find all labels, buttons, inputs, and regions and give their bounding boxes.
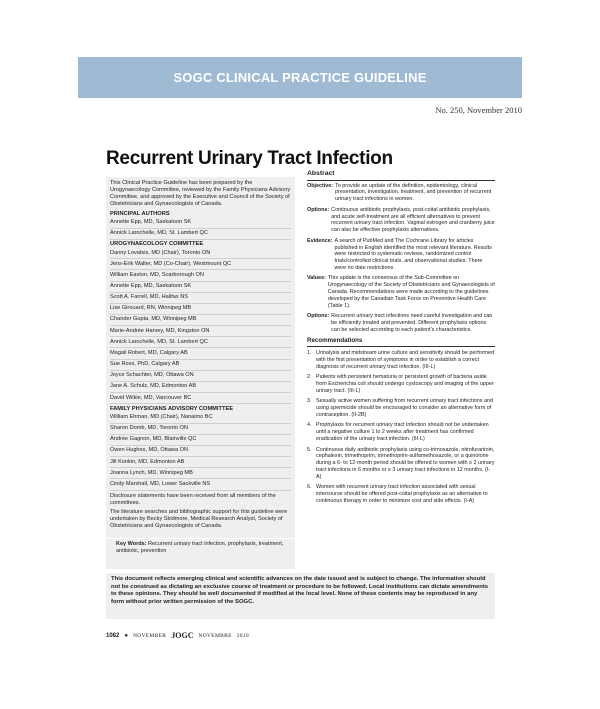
committee-member: Danny Lovatsis, MD (Chair), Toronto ON [110, 250, 291, 260]
page-number: 1082 [106, 632, 120, 639]
footer-bullet: ● [124, 632, 128, 639]
abstract-item [307, 183, 495, 204]
intro-text: This Clinical Practice Guideline has been prepared by the Urogynaecology Committee, reviewed by the Family Physicians Advisory Committee, and approved by the Executive and Council of the Society of Obstetricians and Gynaecologists of Canada. [110, 180, 291, 208]
abstract-text: Continuous antibiotic prophylaxis, post-coital antibiotic prophylaxis, and acute self-treatment are all efficient alternatives to prevent recurrent urinary tract infection. Vaginal estrogen and cranberry juice can also be effective prophylaxis alternatives. [331, 206, 495, 234]
footer-month-en: NOVEMBER [132, 632, 167, 639]
recommendation-number: 5. [307, 446, 312, 453]
recommendation-number: 1. [307, 350, 312, 357]
page-footer [106, 631, 249, 640]
committee-member: Jane A. Schulz, MD, Edmonton AB [110, 383, 291, 393]
advisory-member: Owen Hughes, MD, Ottawa ON [110, 447, 291, 457]
recommendation-item [307, 422, 495, 443]
advisory-member: Sharon Domb, MD, Toronto ON [110, 425, 291, 435]
footer-month-fr: NOVEMBRE [198, 632, 232, 639]
urogynaecology-committee-heading: UROGYNAECOLOGY COMMITTEE [110, 241, 204, 248]
abstract-label: Values: [307, 275, 326, 282]
committee-member: Jens-Erik Walter, MD (Co-Chair), Westmount QC [110, 261, 291, 271]
committee-member: Lise Girouard, RN, Winnipeg MB [110, 305, 291, 315]
committee-member: Chander Gupta, MD, Winnipeg MB [110, 316, 291, 326]
key-words-label: Key Words: [116, 541, 147, 547]
abstract-text: Recurrent urinary tract infections need careful investigation and can be efficiently treated and prevented. Different prophylaxis options can be selected according to each patient's characteristics. [331, 313, 493, 333]
footer-year: 2010 [236, 632, 249, 639]
recommendation-text: Women with recurrent urinary tract infection associated with sexual intercourse should be offered post-coital prophylaxis as an alternative to continuous therapy in order to minimize cost and side effects. (I-A) [316, 484, 488, 505]
principal-authors-heading: PRINCIPAL AUTHORS [110, 210, 170, 217]
abstract-item [307, 207, 495, 234]
advisory-member: Joanna Lynch, MD, Winnipeg MB [110, 470, 291, 480]
recommendation-item [307, 350, 495, 371]
abstract-column [307, 170, 495, 562]
disclosure-statement: Disclosure statements have been received from all members of the committees. [110, 492, 276, 506]
recommendation-text: Patients with persistent hematuria or persistent growth of bacteria aside from Escherichia coli should undergo cystoscopy and imaging of the upper urinary tract. (III-L) [316, 374, 494, 394]
key-words-text: Recurrent urinary tract infection, prophylaxis, treatment, antibiotic, prevention [116, 541, 284, 555]
literature-statement: The literature searches and bibliographic support for this guideline were undertaken by Becky Skidmore, Medical Research Analyst, Society of Obstetricians and Gynaecologists of Canada. [110, 508, 288, 530]
abstract-text: A search of PubMed and The Cochrane Library for articles published in English identified the most relevant literature. Results were restricted to systematic reviews, randomized control trials/controlled clinical trials, and observational studies. There were no date restrictions. [334, 237, 492, 272]
recommendation-number: 3. [307, 398, 312, 405]
abstract-label: Options: [307, 313, 330, 320]
committee-member: Scott A. Farrell, MD, Halifax NS [110, 294, 291, 304]
abstract-label: Options: [307, 206, 330, 213]
committee-member: Marie-Andrée Harvey, MD, Kingston ON [110, 328, 291, 338]
committee-member: Joyce Schachter, MD, Ottawa ON [110, 372, 291, 382]
abstract-label: Objective: [307, 182, 334, 189]
recommendation-text: Continuous daily antibiotic prophylaxis using co-trimoxazole, nitrofurantoin, cephalexin, trimethoprim, trimethoprim-sulfamethoxazole, or a quinolone during a 6- to 12-month period should be offered to women with ≥ 2 urinary tract infections in 6 months or ≥ 3 urinary tract infections in 12 months. (I-A) [316, 446, 495, 480]
recommendation-text: Sexually active women suffering from recurrent urinary tract infections and using spermicide should be encouraged to consider an alternative form of contraception. (II-2B) [316, 398, 493, 419]
recommendation-number: 4. [307, 422, 312, 429]
committee-member: Magali Robert, MD, Calgary AB [110, 350, 291, 360]
banner-text: SOGC CLINICAL PRACTICE GUIDELINE [173, 70, 427, 85]
committee-member: William Easton, MD, Scarborough ON [110, 272, 291, 282]
abstract-label: Evidence: [307, 237, 333, 244]
recommendation-item [307, 447, 495, 481]
recommendation-text: Urinalysis and midstream urine culture and sensitivity should be performed with the first presentation of symptoms in order to establish a correct diagnosis of recurrent urinary tract infection. (III-L) [316, 350, 494, 370]
advisory-member: Andrée Gagnon, MD, Blainville QC [110, 436, 291, 446]
recommendation-text: Prophylaxis for recurrent urinary tract infection should not be undertaken until a negative culture 1 to 2 weeks after treatment has confirmed eradication of the urinary tract infection. (III-L) [316, 422, 489, 443]
advisory-member: William Ehman, MD (Chair), Nanaimo BC [110, 414, 291, 424]
recommendation-number: 2. [307, 374, 312, 381]
advisory-member: Jill Konkin, MD, Edmonton AB [110, 459, 291, 469]
recommendation-item [307, 484, 495, 505]
committee-panel [106, 177, 295, 538]
abstract-heading: Abstract [307, 170, 495, 181]
committee-member: Sue Ross, PhD, Calgary AB [110, 361, 291, 371]
committee-member: Annick Larochelle, MD, St. Lambert QC [110, 339, 291, 349]
guideline-banner [78, 57, 522, 98]
journal-name: JOGC [171, 631, 194, 640]
recommendations-heading: Recommendations [307, 337, 495, 347]
committee-member: Annette Epp, MD, Saskatoon SK [110, 283, 291, 293]
disclaimer-box: This document reflects emerging clinical and scientific advances on the date issued and is subject to change. The information should not be construed as dictating an exclusive course of treatment or procedure to be followed. Local institutions can dictate amendments to these opinions. They should be well documented if modified at the local level. None of these contents may be reproduced in any form without prior written permission of the SOGC. [106, 573, 495, 619]
abstract-item [307, 275, 495, 309]
principal-author: Annette Epp, MD, Saskatoon SK [110, 219, 291, 229]
family-physicians-committee-heading: FAMILY PHYSICIANS ADVISORY COMMITTEE [110, 405, 234, 412]
abstract-item [307, 238, 495, 272]
committee-member: David Wilkie, MD, Vancouver BC [110, 395, 291, 405]
advisory-member: Cindy Marshall, MD, Lower Sackville NS [110, 481, 291, 491]
issue-number: No. 250, November 2010 [435, 105, 522, 115]
recommendation-item [307, 398, 495, 419]
principal-author: Annick Larochelle, MD, St. Lambert QC [110, 230, 291, 240]
abstract-text: This update is the consensus of the Sub-Committee on Urogynaecology of the Society of Obstetricians and Gynaecologists of Canada. Recommendations were made according to the guidelines developed by the Canadian Task Force on Preventive Health Care (Table 1). [327, 275, 495, 309]
page-title: Recurrent Urinary Tract Infection [106, 148, 393, 169]
recommendation-number: 6. [307, 484, 312, 491]
recommendation-item [307, 374, 495, 395]
abstract-text: To provide an update of the definition, epidemiology, clinical presentation, investigation, treatment, and prevention of recurrent urinary tract infections in women. [335, 182, 492, 203]
key-words-box [106, 539, 295, 569]
abstract-item [307, 313, 495, 334]
